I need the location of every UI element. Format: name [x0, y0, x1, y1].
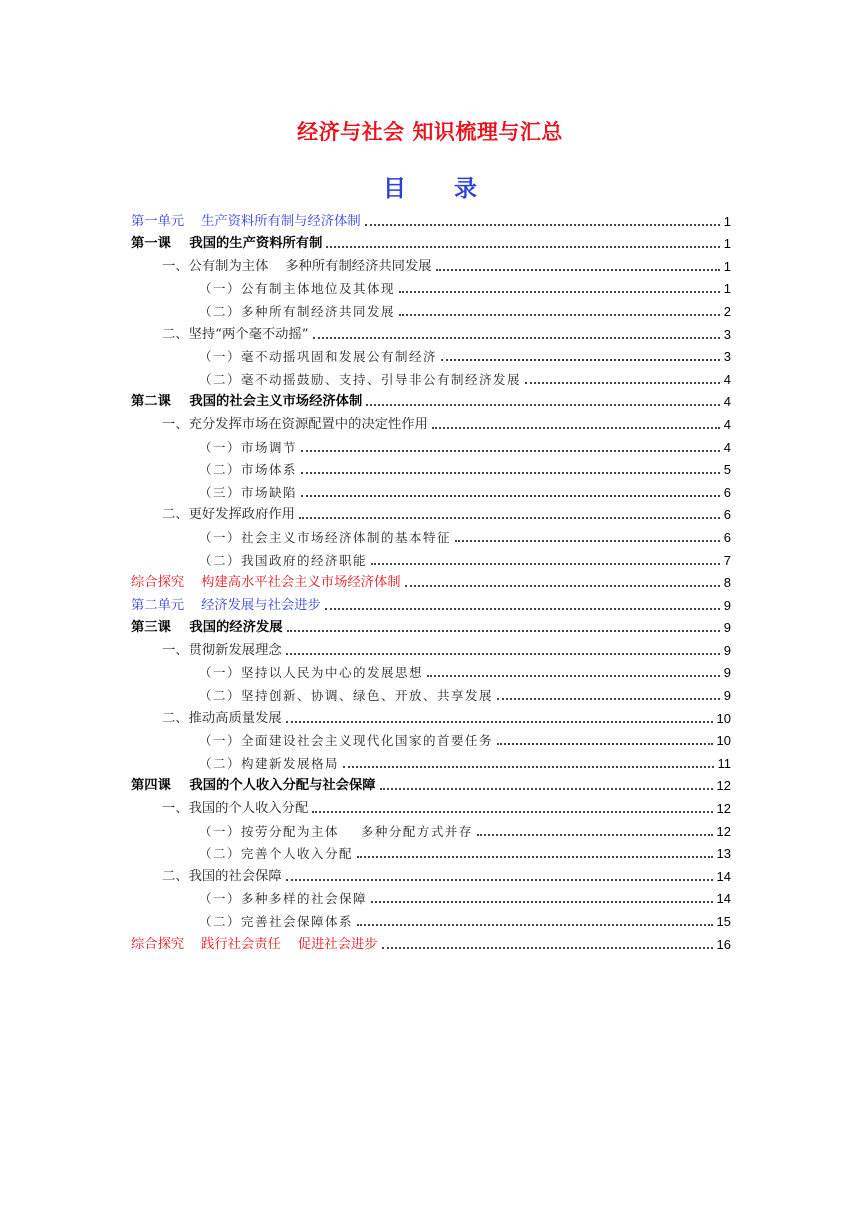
dot-leader: [365, 224, 720, 226]
toc-entry-sub[interactable]: [131, 907, 731, 930]
toc-entry-label: 综合探究 构建高水平社会主义市场经济体制: [131, 575, 401, 591]
toc-entry-page-number: 6: [723, 529, 731, 545]
toc-entry-page-number: 9: [723, 620, 731, 636]
dot-leader: [382, 947, 713, 949]
toc-entry-sub[interactable]: [131, 433, 731, 456]
toc-entry-page-number: 3: [723, 326, 731, 342]
toc-entry-page-number: 8: [723, 575, 731, 591]
toc-entry-label: 第一单元 生产资料所有制与经济体制: [131, 213, 361, 229]
document-title: 经济与社会 知识梳理与汇总: [297, 120, 563, 144]
toc-entry-label: （一）按劳分配为主体 多种分配方式并存: [199, 823, 473, 839]
toc-entry-label: 第四课 我国的个人收入分配与社会保障: [131, 778, 376, 794]
toc-entry-page-number: 14: [716, 891, 731, 907]
toc-entry-page-number: 6: [723, 507, 731, 523]
dot-leader: [343, 766, 713, 768]
toc-entry-lesson[interactable]: [131, 388, 731, 411]
toc-entry-page-number: 9: [723, 597, 731, 613]
toc-entry-sub[interactable]: [131, 749, 731, 772]
toc-entry-sub[interactable]: [131, 681, 731, 704]
toc-entry-label: 二、推动高质量发展: [162, 710, 282, 726]
dot-leader: [399, 291, 720, 293]
dot-leader: [301, 472, 720, 474]
toc-entry-page-number: 10: [716, 710, 731, 726]
dot-leader: [405, 585, 720, 587]
dot-leader: [477, 834, 713, 836]
toc-entry-lesson[interactable]: [131, 230, 731, 253]
toc-entry-sub[interactable]: [131, 365, 731, 388]
toc-entry-page-number: 11: [717, 755, 731, 771]
dot-leader: [312, 811, 712, 813]
dot-leader: [325, 608, 720, 610]
toc-entry-page-number: 1: [723, 258, 731, 274]
toc-entry-section[interactable]: [131, 862, 731, 885]
dot-leader: [497, 698, 720, 700]
table-of-contents: [131, 207, 731, 953]
toc-entry-label: （二）市场体系: [199, 462, 298, 478]
toc-entry-page-number: 9: [723, 642, 731, 658]
toc-entry-page-number: 12: [716, 778, 731, 794]
dot-leader: [380, 788, 713, 790]
dot-leader: [301, 450, 720, 452]
toc-entry-sub[interactable]: [131, 478, 731, 501]
toc-entry-page-number: 6: [723, 484, 731, 500]
toc-entry-page-number: 1: [723, 281, 731, 297]
toc-entry-page-number: 12: [716, 801, 731, 817]
dot-leader: [357, 924, 713, 926]
toc-entry-page-number: 9: [723, 688, 731, 704]
toc-entry-section[interactable]: [131, 410, 731, 433]
toc-entry-page-number: 5: [723, 462, 731, 478]
toc-entry-label: （二）坚持创新、协调、绿色、开放、共享发展: [199, 688, 494, 704]
dot-leader: [371, 901, 713, 903]
toc-entry-sub[interactable]: [131, 659, 731, 682]
dot-leader: [427, 675, 720, 677]
toc-entry-sub[interactable]: [131, 840, 731, 863]
toc-entry-lesson[interactable]: [131, 614, 731, 637]
toc-entry-unit[interactable]: [131, 591, 731, 614]
toc-entry-section[interactable]: [131, 704, 731, 727]
toc-entry-sub[interactable]: [131, 727, 731, 750]
toc-entry-page-number: 4: [723, 394, 731, 410]
dot-leader: [497, 743, 713, 745]
toc-entry-sub[interactable]: [131, 456, 731, 479]
toc-entry-section[interactable]: [131, 320, 731, 343]
toc-entry-section[interactable]: [131, 636, 731, 659]
toc-entry-label: 第三课 我国的经济发展: [131, 620, 283, 636]
toc-entry-label: （三）市场缺陷: [199, 484, 298, 500]
toc-entry-page-number: 10: [716, 733, 731, 749]
toc-entry-label: 一、我国的个人收入分配: [162, 801, 309, 817]
dot-leader: [399, 314, 720, 316]
toc-entry-label: （一）公有制主体地位及其体现: [199, 281, 396, 297]
toc-entry-sub[interactable]: [131, 885, 731, 908]
toc-entry-label: （一）多种多样的社会保障: [199, 891, 368, 907]
toc-entry-label: 一、充分发挥市场在资源配置中的决定性作用: [162, 416, 428, 432]
toc-entry-label: 一、公有制为主体 多种所有制经济共同发展: [162, 258, 432, 274]
toc-entry-label: （一）坚持以人民为中心的发展思想: [199, 665, 424, 681]
toc-entry-label: （二）完善社会保障体系: [199, 914, 354, 929]
toc-entry-label: （二）毫不动摇鼓励、支持、引导非公有制经济发展: [199, 371, 522, 387]
toc-entry-sub[interactable]: [131, 817, 731, 840]
toc-entry-sub[interactable]: [131, 297, 731, 320]
toc-entry-page-number: 4: [723, 416, 731, 432]
toc-entry-label: （一）社会主义市场经济体制的基本特征: [199, 529, 452, 545]
toc-entry-lesson[interactable]: [131, 772, 731, 795]
toc-entry-label: 二、我国的社会保障: [162, 868, 282, 884]
toc-entry-sub[interactable]: [131, 546, 731, 569]
toc-entry-page-number: 2: [723, 303, 731, 319]
toc-entry-section[interactable]: [131, 794, 731, 817]
toc-entry-page-number: 1: [723, 236, 731, 252]
toc-entry-page-number: 14: [716, 868, 731, 884]
toc-entry-page-number: 1: [723, 213, 731, 229]
dot-leader: [301, 495, 720, 497]
dot-leader: [313, 337, 720, 339]
dot-leader: [432, 427, 720, 429]
toc-entry-sub[interactable]: [131, 275, 731, 298]
toc-entry-label: 第二单元 经济发展与社会进步: [131, 597, 321, 613]
toc-heading: 目 录: [382, 176, 497, 202]
toc-entry-label: 综合探究 践行社会责任 促进社会进步: [131, 936, 378, 952]
toc-entry-label: （一）毫不动摇巩固和发展公有制经济: [199, 349, 438, 365]
toc-entry-label: （一）全面建设社会主义现代化国家的首要任务: [199, 733, 494, 749]
toc-entry-page-number: 4: [723, 371, 731, 387]
toc-entry-inquiry[interactable]: [131, 930, 731, 953]
dot-leader: [286, 653, 720, 655]
toc-entry-label: 第二课 我国的社会主义市场经济体制: [131, 394, 363, 410]
toc-entry-label: （二）我国政府的经济职能: [199, 552, 368, 568]
toc-entry-page-number: 13: [716, 846, 731, 862]
toc-entry-page-number: 12: [716, 823, 731, 839]
toc-entry-label: （二）构建新发展格局: [199, 755, 340, 771]
dot-leader: [299, 517, 720, 519]
toc-entry-page-number: 4: [723, 439, 731, 455]
toc-entry-page-number: 16: [716, 936, 731, 952]
dot-leader: [441, 359, 720, 361]
toc-entry-section[interactable]: [131, 501, 731, 524]
toc-entry-label: （二）多种所有制经济共同发展: [199, 303, 396, 319]
toc-entry-page-number: 3: [723, 349, 731, 365]
dot-leader: [366, 404, 719, 406]
dot-leader: [287, 630, 720, 632]
toc-entry-page-number: 15: [716, 914, 731, 929]
dot-leader: [436, 269, 720, 271]
toc-entry-page-number: 7: [723, 552, 731, 568]
toc-entry-unit[interactable]: [131, 207, 731, 230]
toc-entry-section[interactable]: [131, 252, 731, 275]
toc-entry-label: （二）完善个人收入分配: [199, 846, 354, 862]
toc-entry-label: 二、更好发挥政府作用: [162, 507, 295, 523]
dot-leader: [286, 879, 713, 881]
dot-leader: [371, 563, 720, 565]
dot-leader: [357, 856, 713, 858]
toc-entry-label: 一、贯彻新发展理念: [162, 642, 282, 658]
dot-leader: [525, 382, 720, 384]
toc-entry-label: （一）市场调节: [199, 439, 298, 455]
toc-entry-page-number: 9: [723, 665, 731, 681]
dot-leader: [326, 246, 719, 248]
dot-leader: [286, 721, 713, 723]
toc-entry-inquiry[interactable]: [131, 569, 731, 592]
toc-entry-label: 第一课 我国的生产资料所有制: [131, 236, 323, 252]
toc-entry-sub[interactable]: [131, 343, 731, 366]
dot-leader: [455, 540, 720, 542]
toc-entry-label: 二、坚持“两个毫不动摇”: [162, 326, 309, 342]
toc-entry-sub[interactable]: [131, 523, 731, 546]
